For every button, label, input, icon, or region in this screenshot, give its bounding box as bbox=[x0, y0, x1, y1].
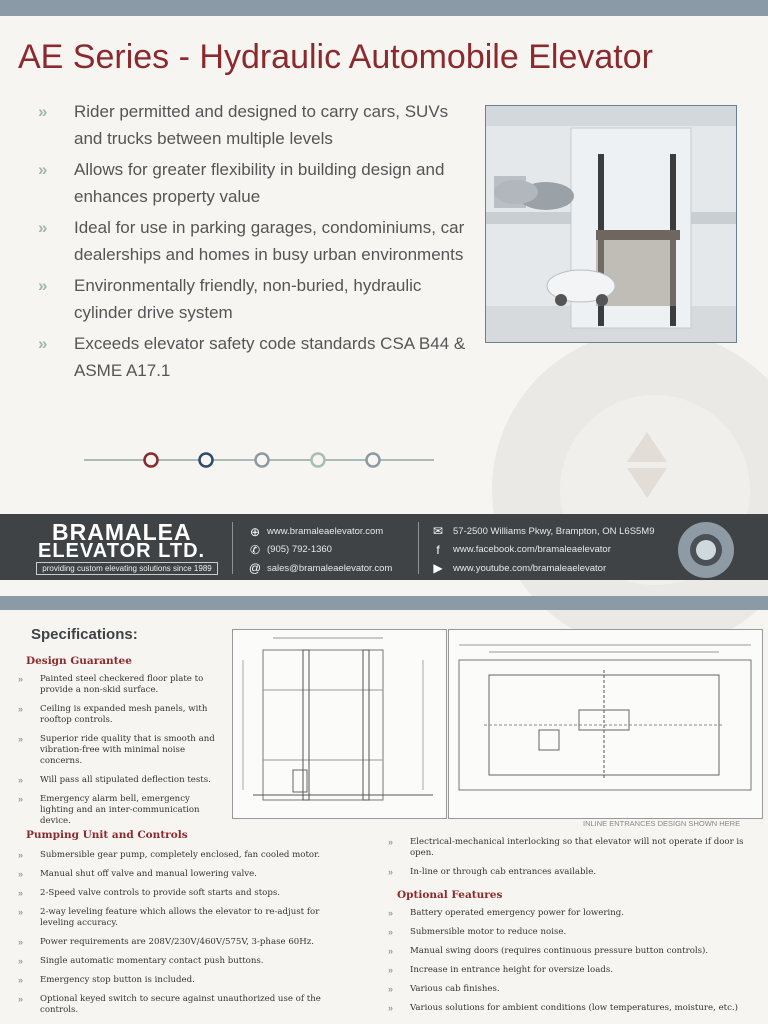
design-guarantee-heading: Design Guarantee bbox=[26, 655, 132, 667]
chevron-icon: » bbox=[18, 734, 22, 744]
lower-accent-bar bbox=[0, 596, 768, 610]
phone-number: (905) 792-1360 bbox=[267, 544, 332, 555]
youtube-icon: ▶ bbox=[433, 561, 443, 575]
chevron-icon: » bbox=[388, 1003, 392, 1013]
list-item: » Increase in entrance height for oversize loads. bbox=[388, 965, 613, 975]
list-item: » Battery operated emergency power for lowering. bbox=[388, 908, 624, 918]
chevron-icon: » bbox=[388, 908, 392, 918]
facebook-link[interactable]: www.facebook.com/bramaleaelevator bbox=[453, 544, 611, 555]
list-item: » Emergency alarm bell, emergency lighting and an inter-communication device. bbox=[18, 794, 200, 826]
list-item: » Painted steel checkered floor plate to provide a non-skid surface. bbox=[18, 674, 204, 695]
feature-item: » Allows for greater flexibility in building design and enhances property value bbox=[38, 156, 478, 210]
feature-item: » Ideal for use in parking garages, condominiums, car dealerships and homes in busy urban environments bbox=[38, 214, 478, 268]
chevron-icon: » bbox=[388, 965, 392, 975]
logo-line1: BRAMALEA bbox=[52, 519, 192, 545]
chevron-icon: » bbox=[18, 975, 22, 985]
chevron-icon: » bbox=[18, 674, 22, 684]
timeline-dot bbox=[256, 454, 269, 467]
page-title: AE Series - Hydraulic Automobile Elevator bbox=[18, 38, 653, 76]
list-item: » Power requirements are 208V/230V/460V/575V, 3-phase 60Hz. bbox=[18, 937, 315, 947]
phone-icon: ✆ bbox=[249, 543, 261, 557]
interlock-list bbox=[388, 837, 748, 886]
footer-divider bbox=[418, 522, 419, 574]
elevator-render-graphic bbox=[486, 106, 736, 342]
at-icon: @ bbox=[248, 561, 262, 575]
list-item: » Will pass all stipulated deflection tests. bbox=[18, 775, 211, 785]
brand-ring-core bbox=[696, 540, 716, 560]
list-item: » 2-Speed valve controls to provide soft starts and stops. bbox=[18, 888, 280, 898]
chevron-icon: » bbox=[18, 850, 22, 860]
elevator-render-image bbox=[485, 105, 737, 343]
envelope-icon: ✉ bbox=[432, 524, 444, 538]
list-item: » Superior ride quality that is smooth and vibration-free with minimal noise concerns. bbox=[18, 734, 215, 766]
list-item: » In-line or through cab entrances available. bbox=[388, 867, 597, 877]
chevron-icon: » bbox=[18, 956, 22, 966]
chevron-icon: » bbox=[38, 102, 45, 121]
chevron-icon: » bbox=[388, 927, 392, 937]
list-item: » Single automatic momentary contact push buttons. bbox=[18, 956, 264, 966]
chevron-icon: » bbox=[18, 907, 22, 917]
list-item: » Emergency stop button is included. bbox=[18, 975, 195, 985]
chevron-icon: » bbox=[18, 794, 22, 804]
list-item: » Optional keyed switch to secure against unauthorized use of the controls. bbox=[18, 994, 321, 1015]
website-link[interactable]: www.bramaleaelevator.com bbox=[267, 526, 384, 537]
list-item: » Manual shut off valve and manual lowering valve. bbox=[18, 869, 257, 879]
specifications-title: Specifications: bbox=[31, 626, 138, 643]
email-link[interactable]: sales@bramaleaelevator.com bbox=[267, 563, 393, 574]
pumping-unit-heading: Pumping Unit and Controls bbox=[26, 829, 188, 841]
footer-divider bbox=[232, 522, 233, 574]
globe-icon: ⊕ bbox=[249, 525, 261, 539]
facebook-icon: f bbox=[436, 543, 440, 557]
optional-features-heading: Optional Features bbox=[397, 889, 503, 901]
section-drawing-graphic bbox=[233, 630, 446, 818]
decorative-down-arrow-icon bbox=[627, 468, 667, 498]
chevron-icon: » bbox=[18, 704, 22, 714]
timeline-graphic bbox=[84, 450, 434, 470]
plan-drawing-graphic bbox=[449, 630, 762, 818]
logo-tagline: providing custom elevating solutions since 1989 bbox=[36, 562, 218, 575]
plan-drawing bbox=[448, 629, 763, 819]
chevron-icon: » bbox=[38, 334, 45, 353]
chevron-icon: » bbox=[388, 984, 392, 994]
design-guarantee-list bbox=[18, 674, 223, 835]
chevron-icon: » bbox=[388, 867, 392, 877]
chevron-icon: » bbox=[18, 775, 22, 785]
list-item: » Submersible motor to reduce noise. bbox=[388, 927, 567, 937]
timeline-dot bbox=[312, 454, 325, 467]
feature-list bbox=[38, 98, 478, 388]
chevron-icon: » bbox=[18, 937, 22, 947]
list-item: » Various cab finishes. bbox=[388, 984, 500, 994]
timeline-dot bbox=[367, 454, 380, 467]
pumping-unit-list bbox=[18, 850, 343, 1024]
optional-features-list bbox=[388, 908, 758, 1022]
chevron-icon: » bbox=[18, 888, 22, 898]
list-item: » Ceiling is expanded mesh panels, with rooftop controls. bbox=[18, 704, 208, 725]
list-item: » Electrical-mechanical interlocking so that elevator will not operate if door is open. bbox=[388, 837, 744, 858]
chevron-icon: » bbox=[18, 869, 22, 879]
feature-item: » Exceeds elevator safety code standards CSA B44 & ASME A17.1 bbox=[38, 330, 478, 384]
youtube-link[interactable]: www.youtube.com/bramaleaelevator bbox=[453, 563, 607, 574]
section-drawing bbox=[232, 629, 447, 819]
list-item: » Manual swing doors (requires continuous pressure button controls). bbox=[388, 946, 709, 956]
chevron-icon: » bbox=[38, 276, 45, 295]
chevron-icon: » bbox=[388, 837, 392, 847]
chevron-icon: » bbox=[18, 994, 22, 1004]
chevron-icon: » bbox=[38, 160, 45, 179]
list-item: » Various solutions for ambient conditions (low temperatures, moisture, etc.) bbox=[388, 1003, 739, 1013]
timeline-dot bbox=[145, 454, 158, 467]
chevron-icon: » bbox=[38, 218, 45, 237]
drawing-caption: INLINE ENTRANCES DESIGN SHOWN HERE bbox=[583, 819, 741, 828]
list-item: » Submersible gear pump, completely enclosed, fan cooled motor. bbox=[18, 850, 320, 860]
timeline-dot bbox=[200, 454, 213, 467]
decorative-up-arrow-icon bbox=[627, 432, 667, 462]
feature-item: » Rider permitted and designed to carry cars, SUVs and trucks between multiple levels bbox=[38, 98, 478, 152]
feature-item: » Environmentally friendly, non-buried, hydraulic cylinder drive system bbox=[38, 272, 478, 326]
address-text: 57-2500 Williams Pkwy, Brampton, ON L6S5M9 bbox=[453, 526, 655, 537]
logo-line2: ELEVATOR LTD. bbox=[38, 540, 206, 562]
list-item: » 2-way leveling feature which allows the elevator to re-adjust for leveling accuracy. bbox=[18, 907, 320, 928]
chevron-icon: » bbox=[388, 946, 392, 956]
top-accent-bar bbox=[0, 0, 768, 16]
